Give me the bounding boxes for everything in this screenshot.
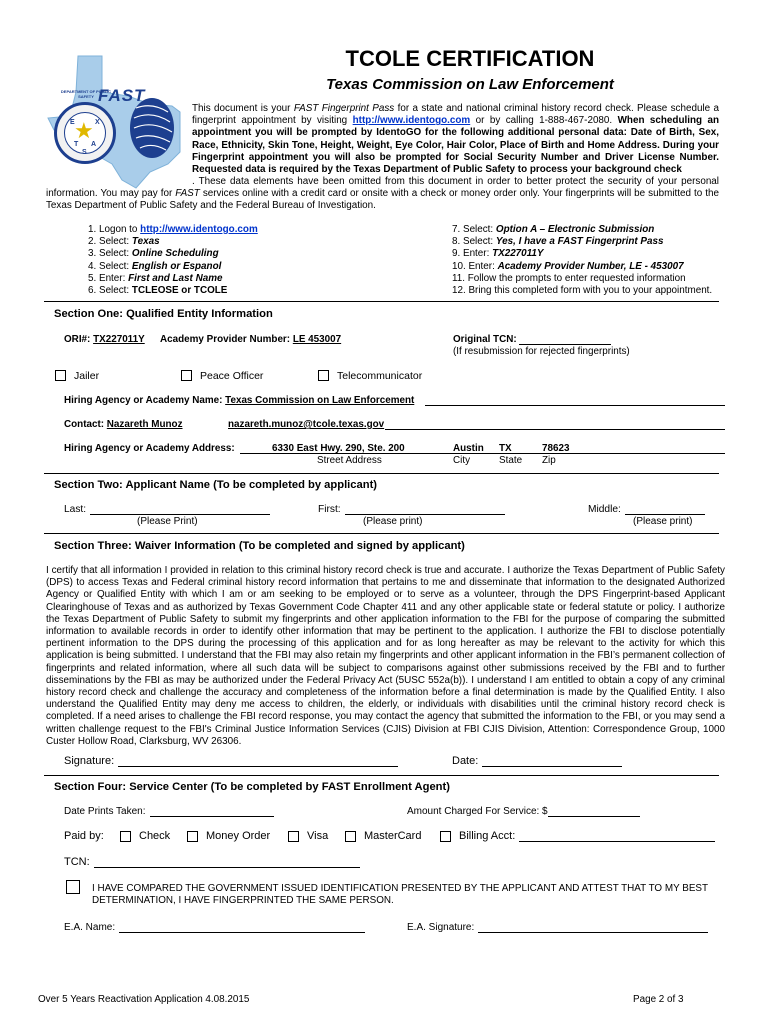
telecommunicator-label: Telecommunicator [337,370,423,382]
visa-label: Visa [307,830,329,842]
page-title: TCOLE CERTIFICATION [345,46,595,71]
last-name-field[interactable]: Last: [64,504,270,515]
footer-doc-id: Over 5 Years Reactivation Application 4.08.2015 [38,994,250,1005]
city-value: Austin [453,443,484,454]
billing-checkbox[interactable] [440,831,451,842]
middle-print-note: (Please print) [633,516,693,527]
contact-field: Contact: Nazareth Munoz [64,419,183,430]
ea-name-field[interactable]: E.A. Name: [64,922,365,933]
signature-field[interactable]: Signature: [64,755,398,767]
steps-right [452,224,742,297]
steps-left [88,224,388,297]
date-prints-field[interactable]: Date Prints Taken: [64,806,274,817]
tcn-field[interactable]: TCN: [64,856,360,868]
zip-caption: Zip [542,455,556,466]
telecommunicator-checkbox[interactable] [318,370,329,381]
dps-seal: ★ E X T A S DEPARTMENT OF PUBLIC SAFETY [54,102,116,164]
state-caption: State [499,455,523,466]
step-10: 10. Enter: Academy Provider Number, LE - 453007 [452,260,684,272]
step-9: 9. Enter: TX227011Y [452,248,544,260]
amount-field[interactable]: Amount Charged For Service: $ [407,806,640,817]
identogo-link[interactable]: http://www.identogo.com [352,115,471,127]
fast-logo [40,52,210,192]
intro-text: This document is your FAST Fingerprint Pass for a state and national criminal history record check. Please schedule a fingerprint appointment by visiting http://www.identogo.com or by calling 1-888-467-2080. When scheduling an appointment you will be prompted by IdentoGO for the following additional personal data: Date of Birth, Sex, Race, Ethnicity, Skin Tone, Height, Weight, Eye Color, Hair Color, Place of Birth and Home Address. During your Fingerprint appointment you will also be prompted for Social Security Number and Driver License Number. Requested data is required by the Texas Department of Public Safety to process your background check [192,103,720,176]
address-label: Hiring Agency or Academy Address: [64,443,235,454]
original-tcn-field[interactable]: Original TCN: [453,334,611,345]
step-1: 1. Logon to http://www.identogo.com [88,224,258,235]
provider-field: Academy Provider Number: LE 453007 [160,334,342,345]
step-2: 2. Select: Texas [88,236,160,248]
section-one-heading: Section One: Qualified Entity Information [54,308,273,320]
agency-name-field: Hiring Agency or Academy Name: Texas Commission on Law Enforcement [64,395,415,406]
contact-email[interactable]: nazareth.munoz@tcole.texas.gov [228,419,385,430]
section-three-heading: Section Three: Waiver Information (To be completed and signed by applicant) [54,540,465,552]
billing-field[interactable]: Billing Acct: [459,830,715,842]
peace-officer-label: Peace Officer [200,370,264,382]
identogo-step-link[interactable]: http://www.identogo.com [140,224,258,235]
zip-value: 78623 [542,443,570,454]
star-icon: ★ [74,118,94,143]
attest-text: I HAVE COMPARED THE GOVERNMENT ISSUED IDENTIFICATION PRESENTED BY THE APPLICANT AND ATTEST THAT TO MY BEST DETERMINATION, I HAVE FINGERPRINTED THE SAME PERSON. [92,883,708,907]
step-4: 4. Select: English or Espanol [88,260,222,272]
state-value: TX [499,443,512,454]
mastercard-label: MasterCard [364,830,422,842]
waiver-text: I certify that all information I provided in relation to this criminal history record check is true and accurate. I authorize the Texas Department of Public Safety (DPS) to access Texas and Federal criminal history record information that pertains to me and disseminate that information to the designated Authorized Agency or Qualified Entity with which I am or am seeking to be employed or to serve as a volunteer, through the DPS Fingerprint-based Applicant Clearinghouse of Texas and as authorized by Texas Government Code Chapter 411 and any other applicable state or federal statute or policy. I authorize the Texas Department of Public Safety to submit my fingerprints and other application information to the FBI for the purpose of comparing the submitted information to available records in order to identify other information that may be pertinent to the application. I authorize the FBI to disclose potentially pertinent information to the DPS during the processing of this application and for as long hereafter as may be relevant to the activity for which this application is being submitted. I understand that the FBI may also retain my fingerprints and other applicant information in the FBI’s permanent collection of fingerprints and related information, where all such data will be subject to comparisons against other submissions received by the FBI and to further disseminations by the FBI as may be authorized under the Federal Privacy Act (5USC 552a(b)). I understand I am entitled to obtain a copy of any criminal history record check and challenge the accuracy and completeness of the information before a final determination is made by the Qualified Entity. I also understand the Qualified Entity may deny me access to children, the elderly, or individuals with disabilities until the criminal history record check is completed. If a need arises to challenge the FBI record response, you may contact the agency that submitted the information to the FBI, or you may send a written challenge request to the FBI's Criminal Justice Information Services (CJIS) Division at FBI CJIS Division, Attention: Correspondence Group, 1000 Custer Hollow Road, Clarksburg, WV 26306. [46,565,725,747]
page-subtitle: Texas Commission on Law Enforcement [326,76,614,93]
fast-logo-text: FAST [98,86,146,105]
jailer-label: Jailer [74,370,100,382]
attest-checkbox[interactable] [66,880,80,894]
step-5: 5. Enter: First and Last Name [88,272,223,284]
street-caption: Street Address [317,455,382,466]
step-6: 6. Select: TCLEOSE or TCOLE [88,285,228,297]
ea-signature-field[interactable]: E.A. Signature: [407,922,708,933]
divider [44,301,719,302]
paid-by-label: Paid by: [64,830,104,842]
city-caption: City [453,455,471,466]
step-7: 7. Select: Option A – Electronic Submission [452,224,655,235]
section-four-heading: Section Four: Service Center (To be completed by FAST Enrollment Agent) [54,781,450,793]
first-print-note: (Please print) [363,516,423,527]
seal-text: DEPARTMENT OF PUBLIC SAFETY [60,89,112,99]
middle-name-field[interactable]: Middle: [588,504,705,515]
mastercard-checkbox[interactable] [345,831,356,842]
check-checkbox[interactable] [120,831,131,842]
step-12: 12. Bring this completed form with you to your appointment. [452,285,713,297]
step-11: 11. Follow the prompts to enter requested information [452,272,686,284]
money-order-label: Money Order [206,830,271,842]
jailer-checkbox[interactable] [55,370,66,381]
intro-text-cont: . These data elements have been omitted from this document in order to better protect the security of your personal information. You may pay for FAST services online with a credit card or onsite with a check or money order only. Your fingerprints will be submitted to the Texas Department of Public Safety and the Federal Bureau of Investigation. [46,176,719,212]
visa-checkbox[interactable] [288,831,299,842]
check-label: Check [139,830,171,842]
footer-page-number: Page 2 of 3 [633,994,684,1005]
step-8: 8. Select: Yes, I have a FAST Fingerprint Pass [452,236,664,248]
ori-field: ORI#: TX227011Y [64,334,145,345]
peace-officer-checkbox[interactable] [181,370,192,381]
date-field[interactable]: Date: [452,755,622,767]
last-print-note: (Please Print) [137,516,198,527]
step-3: 3. Select: Online Scheduling [88,248,219,260]
tcn-note: (If resubmission for rejected fingerprints) [453,346,630,357]
first-name-field[interactable]: First: [318,504,505,515]
street-value: 6330 East Hwy. 290, Ste. 200 [272,443,405,454]
money-order-checkbox[interactable] [187,831,198,842]
section-two-heading: Section Two: Applicant Name (To be completed by applicant) [54,479,378,491]
